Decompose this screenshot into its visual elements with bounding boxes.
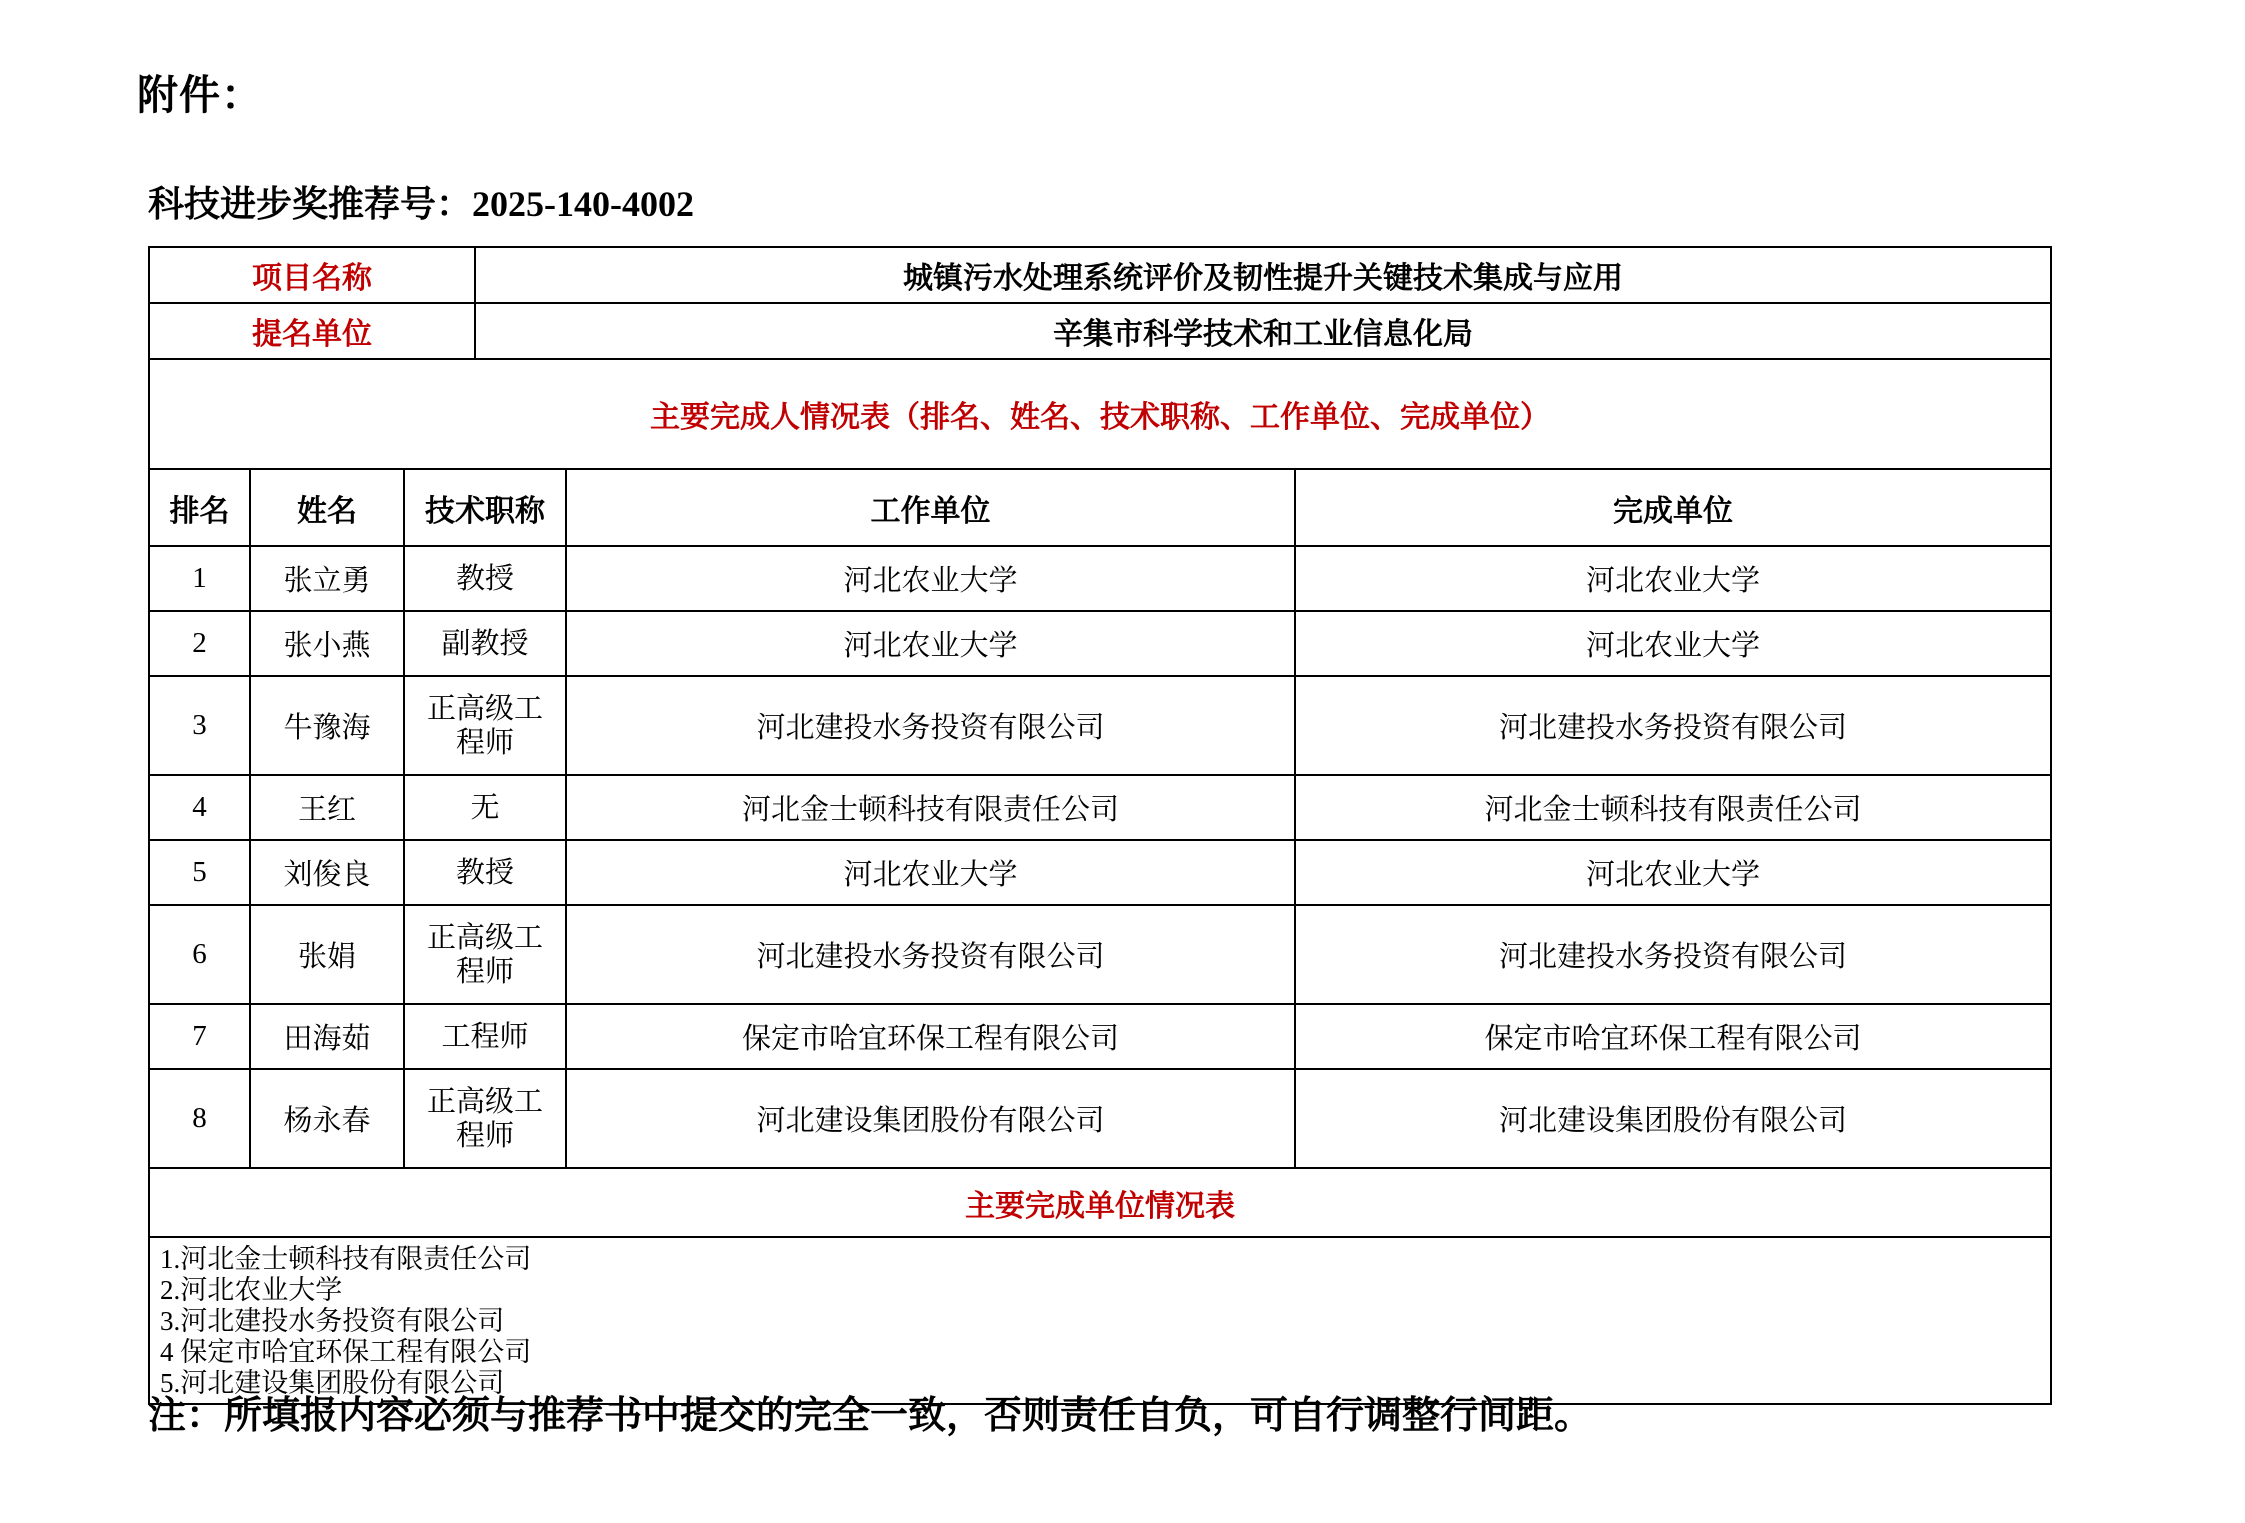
column-header-rank: 排名 bbox=[149, 469, 250, 546]
unit-list-item: 3.河北建投水务投资有限公司 bbox=[160, 1306, 505, 1336]
project-name-row bbox=[149, 247, 2051, 303]
units-list-row bbox=[149, 1237, 2051, 1404]
completer-completion-unit: 河北金士顿科技有限责任公司 bbox=[1295, 775, 2051, 840]
completer-title: 正高级工程师 bbox=[404, 676, 566, 775]
completer-work-unit: 河北农业大学 bbox=[566, 840, 1295, 905]
completers-section-title: 主要完成人情况表（排名、姓名、技术职称、工作单位、完成单位） bbox=[149, 359, 2051, 469]
completer-row bbox=[149, 546, 2051, 611]
completer-title: 无 bbox=[404, 775, 566, 840]
completer-rank: 5 bbox=[149, 840, 250, 905]
completer-work-unit: 河北建投水务投资有限公司 bbox=[566, 905, 1295, 1004]
units-list bbox=[160, 1244, 2040, 1399]
completer-work-unit: 河北农业大学 bbox=[566, 546, 1295, 611]
column-header-name: 姓名 bbox=[250, 469, 404, 546]
completer-row bbox=[149, 905, 2051, 1004]
units-section bbox=[149, 1168, 2051, 1404]
completer-completion-unit: 河北农业大学 bbox=[1295, 546, 2051, 611]
completer-completion-unit: 河北建设集团股份有限公司 bbox=[1295, 1069, 2051, 1168]
completer-completion-unit: 保定市哈宜环保工程有限公司 bbox=[1295, 1004, 2051, 1069]
project-info-section bbox=[149, 247, 2051, 546]
completer-title: 教授 bbox=[404, 840, 566, 905]
column-header-completion-unit: 完成单位 bbox=[1295, 469, 2051, 546]
completer-completion-unit: 河北农业大学 bbox=[1295, 611, 2051, 676]
completer-rank: 6 bbox=[149, 905, 250, 1004]
completer-row bbox=[149, 676, 2051, 775]
completer-name: 张娟 bbox=[250, 905, 404, 1004]
completer-row bbox=[149, 611, 2051, 676]
unit-list-item: 4 保定市哈宜环保工程有限公司 bbox=[160, 1337, 532, 1367]
attachment-heading: 附件： bbox=[137, 72, 263, 118]
completer-row bbox=[149, 775, 2051, 840]
units-section-title: 主要完成单位情况表 bbox=[149, 1168, 2051, 1237]
completer-title: 正高级工程师 bbox=[404, 905, 566, 1004]
completer-work-unit: 河北金士顿科技有限责任公司 bbox=[566, 775, 1295, 840]
completer-title: 工程师 bbox=[404, 1004, 566, 1069]
completer-rank: 3 bbox=[149, 676, 250, 775]
completer-work-unit: 河北建投水务投资有限公司 bbox=[566, 676, 1295, 775]
award-table bbox=[148, 246, 2052, 1405]
completer-name: 王红 bbox=[250, 775, 404, 840]
completer-name: 杨永春 bbox=[250, 1069, 404, 1168]
completer-completion-unit: 河北农业大学 bbox=[1295, 840, 2051, 905]
column-header-title: 技术职称 bbox=[404, 469, 566, 546]
column-header-row bbox=[149, 469, 2051, 546]
completer-name: 刘俊良 bbox=[250, 840, 404, 905]
completers-rows-section bbox=[149, 546, 2051, 1168]
footer-note: 注：所填报内容必须与推荐书中提交的完全一致，否则责任自负，可自行调整行间距。 bbox=[148, 1395, 1593, 1437]
completer-title: 正高级工程师 bbox=[404, 1069, 566, 1168]
unit-list-item: 1.河北金士顿科技有限责任公司 bbox=[160, 1244, 532, 1274]
project-name-label: 项目名称 bbox=[149, 247, 475, 303]
completer-row bbox=[149, 840, 2051, 905]
nominating-unit-label: 提名单位 bbox=[149, 303, 475, 359]
completer-completion-unit: 河北建投水务投资有限公司 bbox=[1295, 905, 2051, 1004]
project-name-value: 城镇污水处理系统评价及韧性提升关键技术集成与应用 bbox=[475, 247, 2051, 303]
completer-rank: 2 bbox=[149, 611, 250, 676]
completers-section-title-row bbox=[149, 359, 2051, 469]
completer-title: 教授 bbox=[404, 546, 566, 611]
completer-name: 田海茹 bbox=[250, 1004, 404, 1069]
completer-row bbox=[149, 1004, 2051, 1069]
units-list-cell bbox=[149, 1237, 2051, 1404]
unit-list-item: 5.河北建设集团股份有限公司 bbox=[160, 1368, 505, 1398]
recommendation-heading bbox=[148, 176, 694, 227]
completer-completion-unit: 河北建投水务投资有限公司 bbox=[1295, 676, 2051, 775]
nominating-unit-row bbox=[149, 303, 2051, 359]
nominating-unit-value: 辛集市科学技术和工业信息化局 bbox=[475, 303, 2051, 359]
unit-list-item: 2.河北农业大学 bbox=[160, 1275, 343, 1305]
units-section-title-row bbox=[149, 1168, 2051, 1237]
completer-name: 牛豫海 bbox=[250, 676, 404, 775]
completer-rank: 7 bbox=[149, 1004, 250, 1069]
completer-name: 张立勇 bbox=[250, 546, 404, 611]
completer-name: 张小燕 bbox=[250, 611, 404, 676]
completer-work-unit: 河北建设集团股份有限公司 bbox=[566, 1069, 1295, 1168]
completer-rank: 1 bbox=[149, 546, 250, 611]
completer-rank: 8 bbox=[149, 1069, 250, 1168]
completer-work-unit: 保定市哈宜环保工程有限公司 bbox=[566, 1004, 1295, 1069]
recommendation-number: 2025-140-4002 bbox=[472, 184, 694, 224]
completer-work-unit: 河北农业大学 bbox=[566, 611, 1295, 676]
completer-rank: 4 bbox=[149, 775, 250, 840]
completer-title: 副教授 bbox=[404, 611, 566, 676]
completer-row bbox=[149, 1069, 2051, 1168]
column-header-work-unit: 工作单位 bbox=[566, 469, 1295, 546]
recommendation-label: 科技进步奖推荐号： bbox=[148, 184, 473, 224]
